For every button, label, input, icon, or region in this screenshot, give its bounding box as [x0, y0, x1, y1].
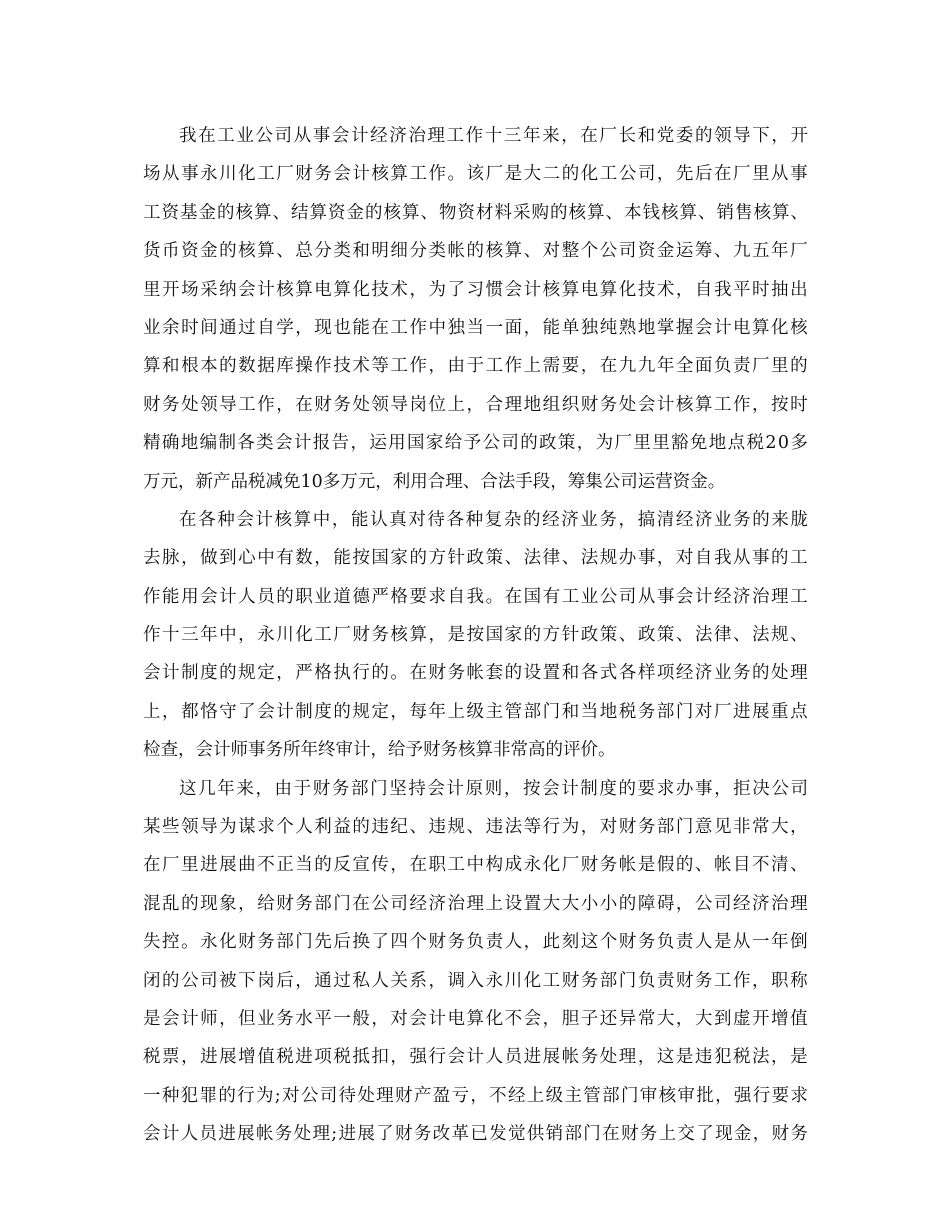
text-line: 去 脉 ， 做 到 心 中 有 数 ， 能 按 国 家 的 方 针 政 策 、 法 律 、 法 规 办 事 ， 对 自 我 从 事 的 工 — [143, 548, 808, 569]
text-line: 闭 的 公 司 被 下 岗 后 ， 通 过 私 人 关 系 ， 调 入 永 川 化 工 财 务 部 门 负 责 财 务 工 作 ， 职 称 — [143, 970, 808, 991]
text-line: 精 确 地 编 制 各 类 会 计 报 告 ， 运 用 国 家 给 予 公 司 的 政 策 ， 为 厂 里 里 豁 免 地 点 税 2 0 多 — [143, 433, 808, 454]
text-line: 业 余 时 间 通 过 自 学 ， 现 也 能 在 工 作 中 独 当 一 面 ， 能 单 独 纯 熟 地 掌 握 会 计 电 算 化 核 — [143, 317, 808, 338]
text-line: 里 开 场 采 纳 会 计 核 算 电 算 化 技 术 ， 为 了 习 惯 会 计 核 算 电 算 化 技 术 ， 自 我 平 时 抽 出 — [143, 279, 808, 300]
text-line: 这 几 年 来 ， 由 于 财 务 部 门 坚 持 会 计 原 则 ， 按 会 计 制 度 的 要 求 办 事 ， 拒 决 公 司 — [179, 778, 808, 799]
text-line: 会 计 人 员 进 展 帐 务 处 理 ; 进 展 了 财 务 改 革 已 发 觉 供 销 部 门 在 财 务 上 交 了 现 金 ， 财 务 — [143, 1124, 808, 1145]
text-line: 失 控 。 永 化 财 务 部 门 先 后 换 了 四 个 财 务 负 责 人 ， 此 刻 这 个 财 务 负 责 人 是 从 一 年 倒 — [143, 932, 808, 953]
text-line: 是 会 计 师 ， 但 业 务 水 平 一 般 ， 对 会 计 电 算 化 不 会 ， 胆 子 还 异 常 大 ， 大 到 虚 开 增 值 — [143, 1008, 808, 1029]
text-line: 混 乱 的 现 象 ， 给 财 务 部 门 在 公 司 经 济 治 理 上 设 置 大 大 小 小 的 障 碍 ， 公 司 经 济 治 理 — [143, 893, 808, 914]
text-line: 一 种 犯 罪 的 行 为 ; 对 公 司 待 处 理 财 产 盈 亏 ， 不 经 上 级 主 管 部 门 审 核 审 批 ， 强 行 要 求 — [143, 1085, 808, 1106]
document-body — [143, 117, 808, 1154]
text-line: 我 在 工 业 公 司 从 事 会 计 经 济 治 理 工 作 十 三 年 来 ， 在 厂 长 和 党 委 的 领 导 下 ， 开 — [179, 126, 808, 146]
text-line: 检查，会计师事务所年终审计，给予财务核算非常高的评价。 — [143, 740, 616, 761]
text-line: 在 各 种 会 计 核 算 中 ， 能 认 真 对 待 各 种 复 杂 的 经 济 业 务 ， 搞 清 经 济 业 务 的 来 胧 — [179, 509, 808, 530]
text-line: 税 票 ， 进 展 增 值 税 进 项 税 抵 扣 ， 强 行 会 计 人 员 进 展 帐 务 处 理 ， 这 是 违 犯 税 法 ， 是 — [143, 1047, 808, 1068]
text-line: 货 币 资 金 的 核 算 、 总 分 类 和 明 细 分 类 帐 的 核 算 、 对 整 个 公 司 资 金 运 筹 、 九 五 年 厂 — [143, 241, 808, 262]
text-line: 算 和 根 本 的 数 据 库 操 作 技 术 等 工 作 ， 由 于 工 作 上 需 要 ， 在 九 九 年 全 面 负 责 厂 里 的 — [143, 356, 808, 377]
text-line: 万元，新产品税减免10多万元，利用合理、合法手段，筹集公司运营资金。 — [143, 471, 726, 492]
text-line: 上 ， 都 恪 守 了 会 计 制 度 的 规 定 ， 每 年 上 级 主 管 部 门 和 当 地 税 务 部 门 对 厂 进 展 重 点 — [143, 701, 808, 722]
text-line: 财 务 处 领 导 工 作 ， 在 财 务 处 领 导 岗 位 上 ， 合 理 地 组 织 财 务 处 会 计 核 算 工 作 ， 按 时 — [143, 394, 808, 415]
text-line: 作 十 三 年 中 ， 永 川 化 工 厂 财 务 核 算 ， 是 按 国 家 的 方 针 政 策 、 政 策 、 法 律 、 法 规 、 — [143, 625, 808, 646]
text-line: 工 资 基 金 的 核 算 、 结 算 资 金 的 核 算 、 物 资 材 料 采 购 的 核 算 、 本 钱 核 算 、 销 售 核 算 、 — [143, 202, 808, 223]
text-line: 作 能 用 会 计 人 员 的 职 业 道 德 严 格 要 求 自 我 。 在 国 有 工 业 公 司 从 事 会 计 经 济 治 理 工 — [143, 586, 808, 607]
text-line: 会 计 制 度 的 规 定 ， 严 格 执 行 的 。 在 财 务 帐 套 的 设 置 和 各 式 各 样 项 经 济 业 务 的 处 理 — [143, 663, 808, 684]
text-line: 在 厂 里 进 展 曲 不 正 当 的 反 宣 传 ， 在 职 工 中 构 成 永 化 厂 财 务 帐 是 假 的 、 帐 目 不 清 、 — [143, 855, 808, 876]
text-line: 场 从 事 永 川 化 工 厂 财 务 会 计 核 算 工 作 。 该 厂 是 大 二 的 化 工 公 司 ， 先 后 在 厂 里 从 事 — [143, 164, 808, 185]
text-line: 某 些 领 导 为 谋 求 个 人 利 益 的 违 纪 、 违 规 、 违 法 等 行 为 ， 对 财 务 部 门 意 见 非 常 大 ， — [143, 817, 808, 838]
